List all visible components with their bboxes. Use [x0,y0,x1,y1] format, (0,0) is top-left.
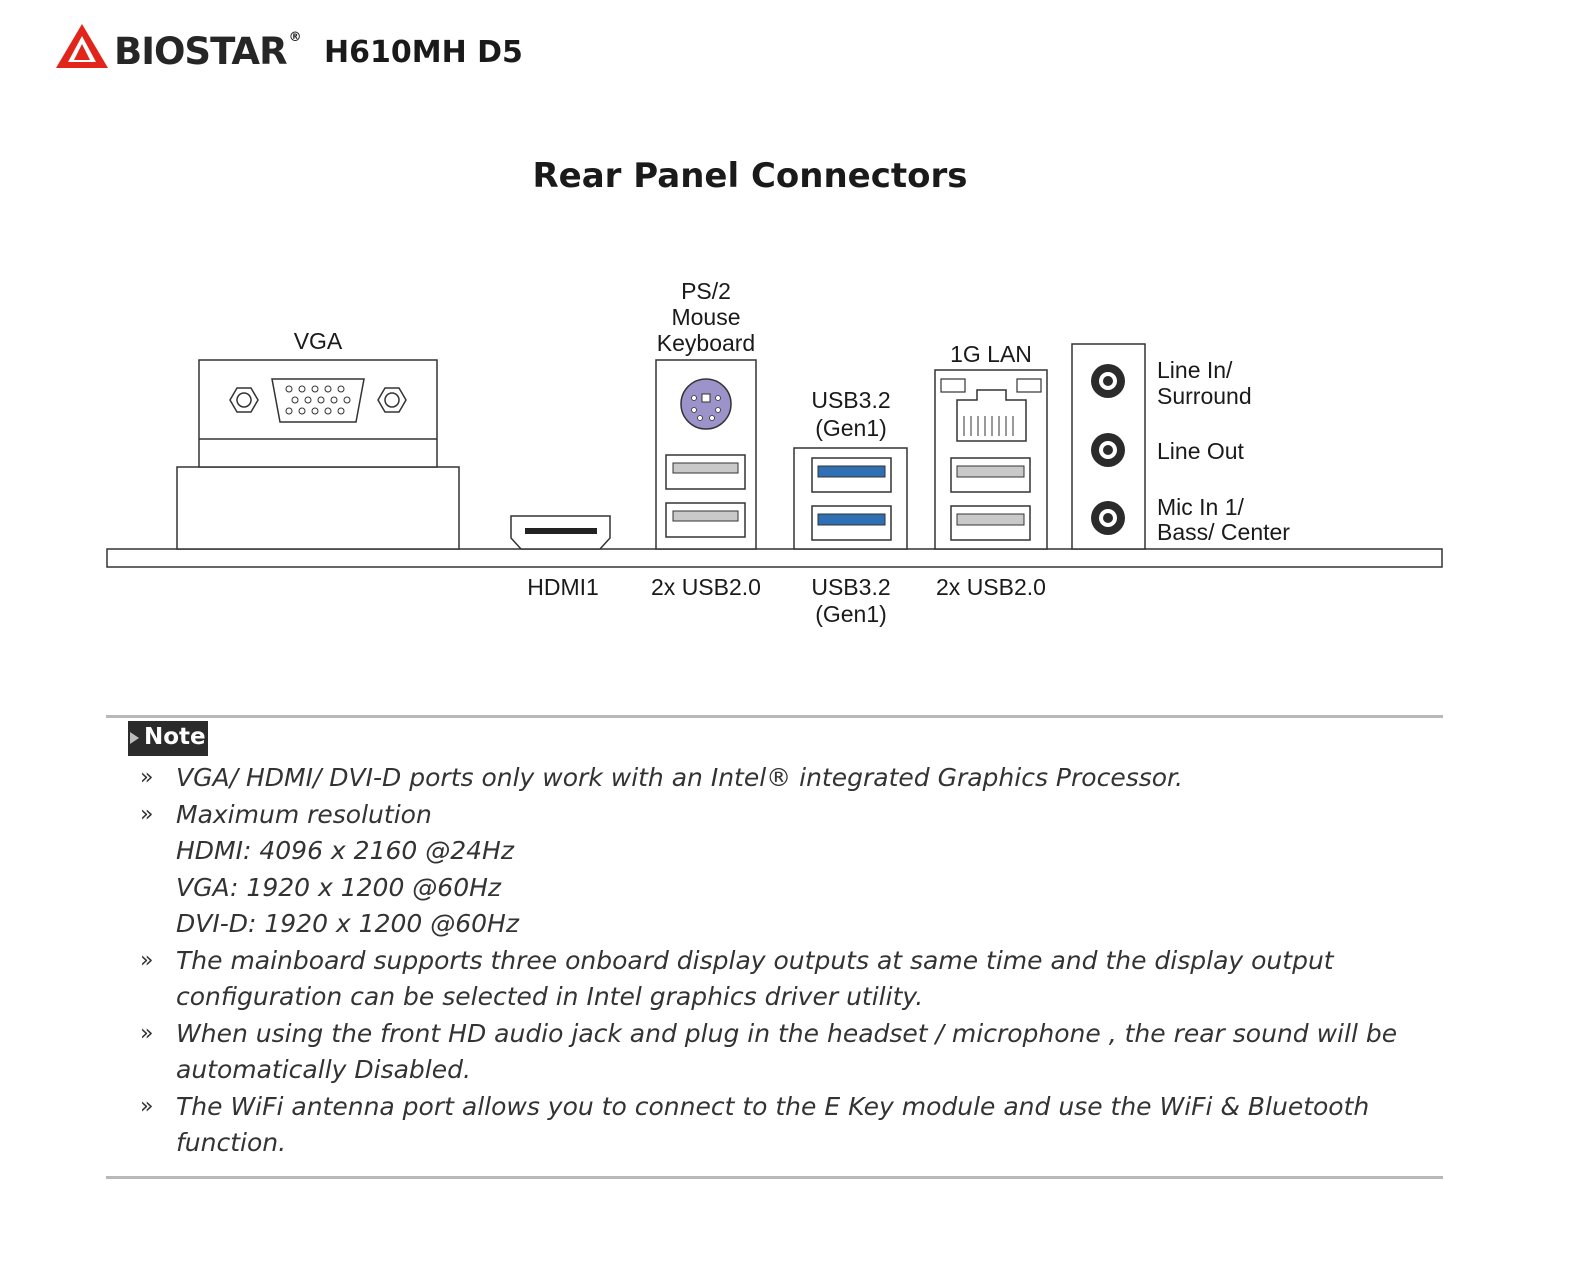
note-line: When using the front HD audio jack and plug in the headset / microphone , the rear sound will be [176,1018,1398,1048]
usb20-right-label: 2x USB2.0 [936,574,1046,600]
usb2-port-left-bottom [666,503,745,537]
usb2-port-left-top [666,455,745,489]
bullet-icon: » [140,801,154,827]
note-line: The WiFi antenna port allows you to connect to the E Key module and use the WiFi & Bluetooth [176,1091,1370,1121]
note-line: Maximum resolution [176,799,432,829]
note-item [140,760,1440,797]
note-label: Note [144,724,206,750]
note-line: VGA/ HDMI/ DVI-D ports only work with an Intel® integrated Graphics Processor. [176,763,1183,792]
vga-screw-right [378,388,406,412]
note-line: function. [176,1128,287,1157]
note-bottom-divider [106,1176,1443,1179]
note-line: HDMI: 4096 x 2160 @24Hz [176,836,514,865]
ps2-label-line2: Mouse [671,304,741,330]
note-line: The mainboard supports three onboard display outputs at same time and the display output [176,945,1334,975]
io-plate-base [107,549,1442,567]
usb32-top-label-line1: USB3.2 [811,387,891,413]
model-name: H610MH D5 [324,35,523,70]
audio-stack [1072,344,1145,549]
note-list [140,760,1440,1162]
note-item [140,1016,1440,1089]
line-out-label: Line Out [1157,438,1244,464]
line-in-label-line1: Line In/ [1157,357,1233,383]
usb20-left-label: 2x USB2.0 [651,574,761,600]
vga-connector [177,360,459,549]
note-tag [128,721,208,756]
vga-label: VGA [293,328,343,354]
bullet-icon: » [140,947,154,973]
ps2-usb-stack [656,360,756,549]
ps2-label-line1: PS/2 [681,278,731,304]
usb32-top-label-line2: (Gen1) [815,415,887,441]
usb3-port-top [812,458,891,492]
note-top-divider [106,715,1443,718]
audio-jack-line-out [1091,433,1125,467]
note-line: VGA: 1920 x 1200 @60Hz [176,872,502,902]
note-item [140,797,1440,943]
note-item [140,943,1440,1016]
usb32-bottom-label-line2: (Gen1) [815,601,887,627]
lan-usb-stack [935,370,1047,549]
audio-jack-mic-in [1091,501,1125,535]
audio-jack-line-in [1091,364,1125,398]
usb32-bottom-label-line1: USB3.2 [811,574,891,600]
note-line: configuration can be selected in Intel graphics driver utility. [176,982,924,1011]
note-line: DVI-D: 1920 x 1200 @60Hz [176,909,519,938]
bullet-icon: » [140,1020,154,1046]
bullet-icon: » [140,765,154,790]
page-title: Rear Panel Connectors [532,156,968,196]
mic-in-label-line1: Mic In 1/ [1157,494,1244,520]
note-line: automatically Disabled. [176,1055,471,1084]
usb3-stack [794,448,907,549]
registered-mark: ® [288,30,302,45]
hdmi-label: HDMI1 [527,574,599,600]
usb2-port-right-bottom [951,506,1030,540]
mic-in-label-line2: Bass/ Center [1157,519,1290,545]
usb2-port-right-top [951,458,1030,492]
ps2-label-line3: Keyboard [656,330,756,356]
note-arrow-icon [130,732,139,744]
note-item [140,1089,1440,1162]
usb3-port-bottom [812,506,891,540]
vga-screw-left [230,388,258,412]
line-in-label-line2: Surround [1157,383,1252,409]
bullet-icon: » [140,1093,154,1119]
lan-label: 1G LAN [950,341,1032,367]
brand-name: BIOSTAR ® [114,30,302,73]
ps2-port [681,379,731,429]
hdmi-port-slot [525,528,597,534]
